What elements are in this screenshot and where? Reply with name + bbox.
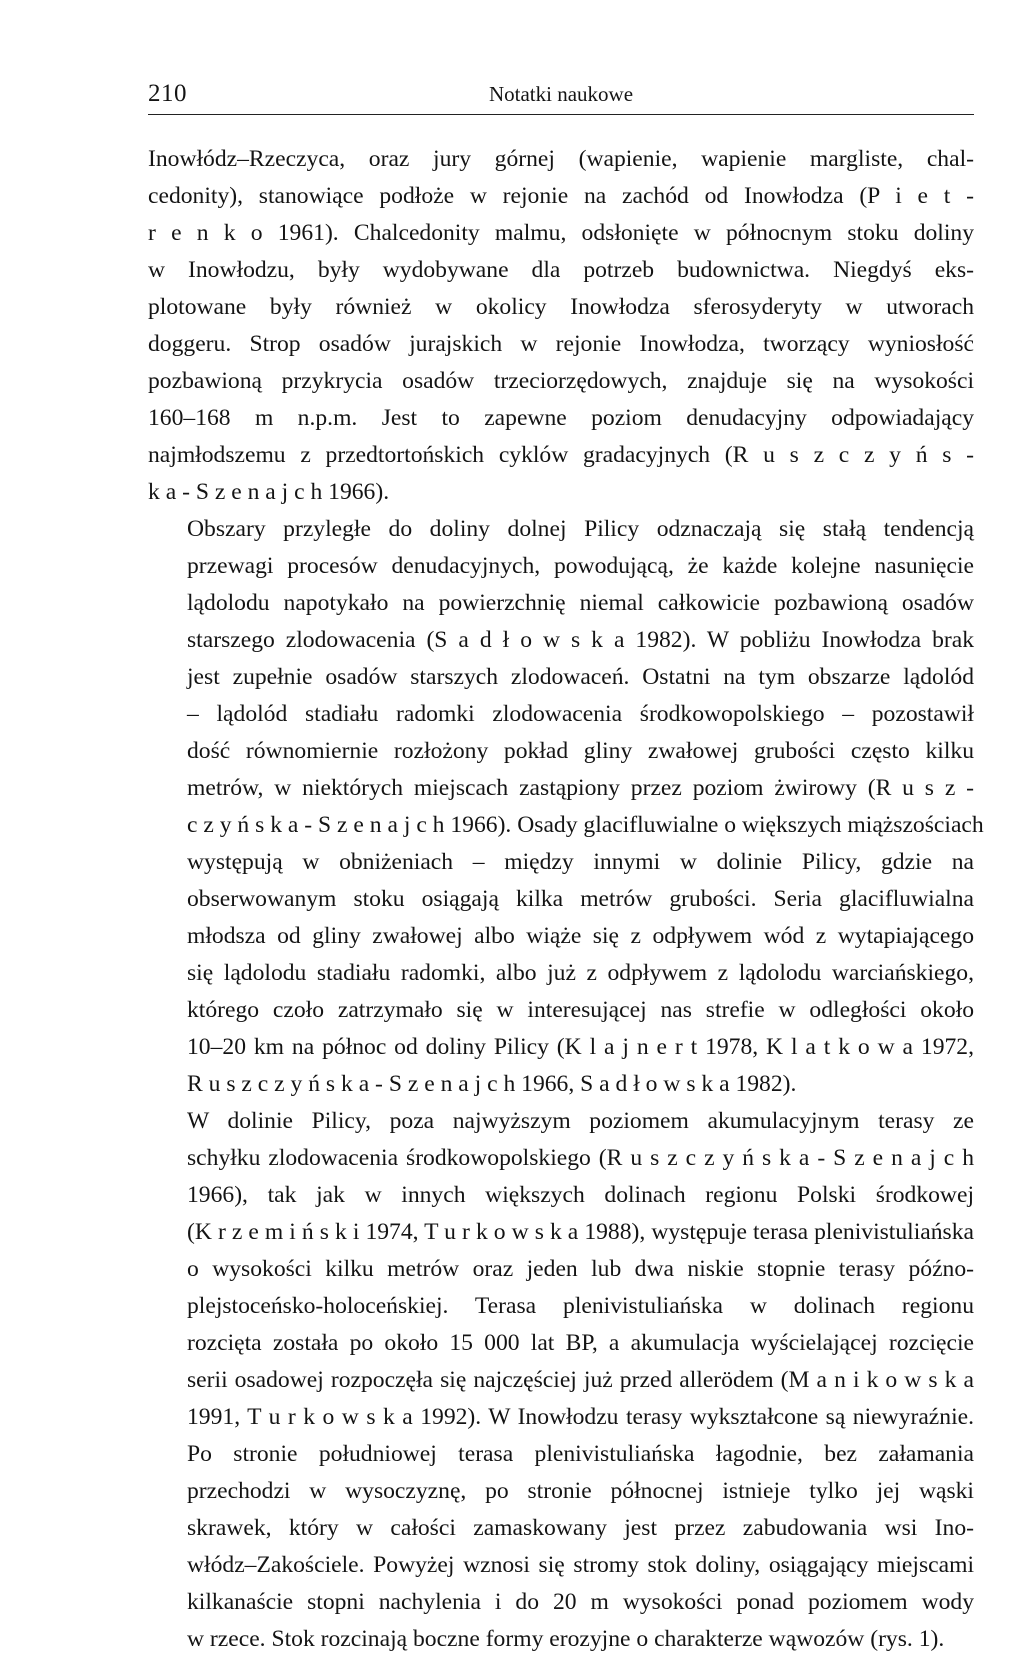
article-body (148, 141, 984, 1658)
paragraph (148, 511, 984, 1103)
text-line: kilkanaście stopni nachylenia i do 20 m wysokości ponad poziomem wody (187, 1589, 974, 1615)
text-line: którego czoło zatrzymało się w interesującej nas strefie w odległości około (187, 997, 974, 1023)
text-line: metrów, w niektórych miejscach zastąpiony przez poziom żwirowy (R u s z - (187, 775, 974, 801)
text-line: doggeru. Strop osadów jurajskich w rejonie Inowłodza, tworzący wyniosłość (148, 331, 974, 357)
text-line: skrawek, który w całości zamaskowany jest przez zabudowania wsi Ino- (187, 1515, 974, 1541)
paragraph (148, 141, 974, 511)
text-line: Inowłódz–Rzeczyca, oraz jury górnej (wapienie, wapienie margliste, chal- (148, 146, 974, 172)
text-line: c z y ń s k a - S z e n a j c h 1966). Osady glacifluwialne o większych miąższościach (187, 812, 984, 838)
text-line: młodsza od gliny zwałowej albo wiąże się z odpływem wód z wytapiającego (187, 923, 974, 949)
text-line: r e n k o 1961). Chalcedonity malmu, odsłonięte w północnym stoku doliny (148, 220, 974, 246)
text-line: starszego zlodowacenia (S a d ł o w s k a 1982). W pobliżu Inowłodza brak (187, 627, 974, 653)
document-page (148, 78, 984, 1658)
text-line: występują w obniżeniach – między innymi w dolinie Pilicy, gdzie na (187, 849, 974, 875)
text-line: przechodzi w wysoczyznę, po stronie północnej istnieje tylko jej wąski (187, 1478, 974, 1504)
running-title: Notatki naukowe (488, 82, 634, 106)
text-line: przewagi procesów denudacyjnych, powodującą, że każde kolejne nasunięcie (187, 553, 974, 579)
text-line: o wysokości kilku metrów oraz jeden lub dwa niskie stopnie terasy późno- (187, 1256, 974, 1282)
text-line: 160–168 m n.p.m. Jest to zapewne poziom denudacyjny odpowiadający (148, 405, 974, 431)
text-line: R u s z c z y ń s k a - S z e n a j c h 1966, S a d ł o w s k a 1982). (187, 1071, 797, 1097)
text-line: w Inowłodzu, były wydobywane dla potrzeb budownictwa. Niegdyś eks- (148, 257, 974, 283)
text-line: się lądolodu stadiału radomki, albo już z odpływem z lądolodu warciańskiego, (187, 960, 974, 986)
text-line: plejstoceńsko-holoceńskiej. Terasa plenivistuliańska w dolinach regionu (187, 1293, 974, 1319)
text-line: 10–20 km na północ od doliny Pilicy (K l a j n e r t 1978, K l a t k o w a 1972, (187, 1034, 974, 1060)
text-line: najmłodszemu z przedtortońskich cyklów gradacyjnych (R u s z c z y ń s - (148, 442, 974, 468)
text-line: k a - S z e n a j c h 1966). (148, 479, 390, 505)
text-line: – lądolód stadiału radomki zlodowacenia środkowopolskiego – pozostawił (187, 701, 974, 727)
text-line: Obszary przyległe do doliny dolnej Pilicy odznaczają się stałą tendencją (187, 516, 974, 542)
text-line: dość równomiernie rozłożony pokład gliny zwałowej grubości często kilku (187, 738, 974, 764)
text-line: plotowane były również w okolicy Inowłodza sferosyderyty w utworach (148, 294, 974, 320)
text-line: (K r z e m i ń s k i 1974, T u r k o w s k a 1988), występuje terasa plenivistuliańska (187, 1219, 974, 1245)
text-line: W dolinie Pilicy, poza najwyższym poziomem akumulacyjnym terasy ze (187, 1108, 974, 1134)
text-line: Po stronie południowej terasa plenivistuliańska łagodnie, bez załamania (187, 1441, 974, 1467)
page-number: 210 (148, 80, 187, 107)
text-line: 1991, T u r k o w s k a 1992). W Inowłodzu terasy wykształcone są niewyraźnie. (187, 1404, 974, 1430)
text-line: schyłku zlodowacenia środkowopolskiego (R u s z c z y ń s k a - S z e n a j c h (187, 1145, 974, 1171)
text-line: 1966), tak jak w innych większych dolinach regionu Polski środkowej (187, 1182, 974, 1208)
text-line: w rzece. Stok rozcinają boczne formy erozyjne o charakterze wąwozów (rys. 1). (187, 1626, 945, 1652)
text-line: serii osadowej rozpoczęła się najczęściej już przed allerödem (M a n i k o w s k a (187, 1367, 974, 1393)
text-line: obserwowanym stoku osiągają kilka metrów grubości. Seria glacifluwialna (187, 886, 974, 912)
text-line: włódz–Zakościele. Powyżej wznosi się stromy stok doliny, osiągający miejscami (187, 1552, 974, 1578)
page-header (148, 78, 974, 115)
text-line: pozbawioną przykrycia osadów trzeciorzędowych, znajduje się na wysokości (148, 368, 974, 394)
text-line: jest zupełnie osadów starszych zlodowaceń. Ostatni na tym obszarze lądolód (187, 664, 974, 690)
text-line: lądolodu napotykało na powierzchnię niemal całkowicie pozbawioną osadów (187, 590, 974, 616)
paragraph (148, 1103, 974, 1658)
text-line: rozcięta została po około 15 000 lat BP, a akumulacja wyścielającej rozcięcie (187, 1330, 974, 1356)
text-line: cedonity), stanowiące podłoże w rejonie na zachód od Inowłodza (P i e t - (148, 183, 974, 209)
